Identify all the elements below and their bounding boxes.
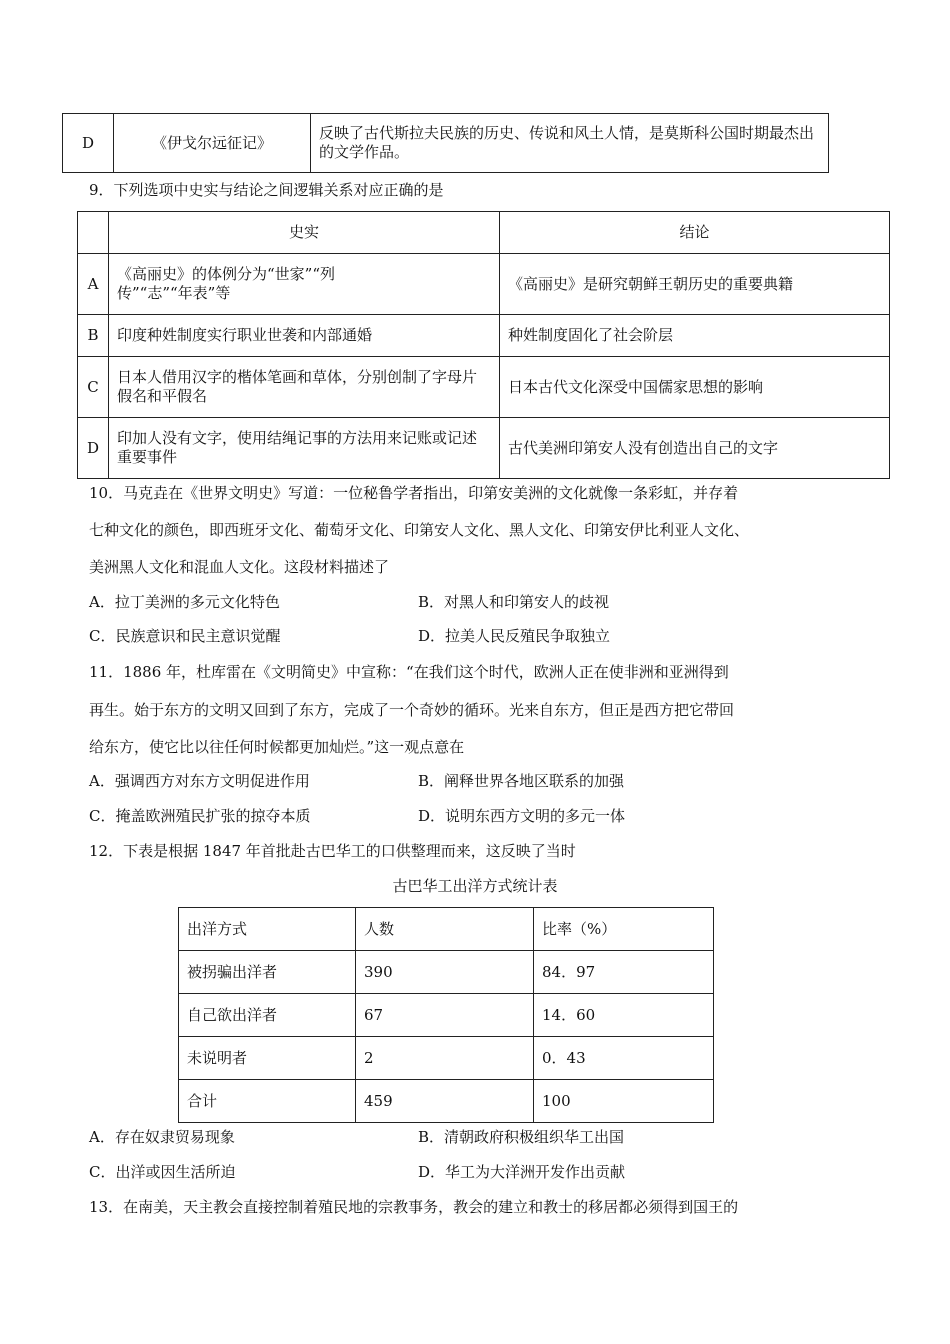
- table-row: [179, 1037, 714, 1080]
- top-table: [62, 113, 829, 173]
- q12-option-d[interactable]: D．华工为大洋洲开发作出贡献: [418, 1163, 626, 1181]
- count-cell: 2: [356, 1037, 534, 1080]
- q10-option-b[interactable]: B．对黑人和印第安人的歧视: [418, 593, 610, 611]
- q11-line-1: 11．1886 年，杜库雷在《文明简史》中宣称：“在我们这个时代，欧洲人正在使非洲和亚洲得到: [89, 663, 729, 681]
- fact-cell: [109, 254, 500, 315]
- q10-line-3: 美洲黑人文化和混血人文化。这段材料描述了: [89, 558, 390, 576]
- method-cell: 合计: [179, 1080, 356, 1123]
- count-cell: 390: [356, 951, 534, 994]
- count-cell: 67: [356, 994, 534, 1037]
- conclusion-cell: 古代美洲印第安人没有创造出自己的文字: [500, 418, 890, 479]
- fact-text: 《高丽史》的体例分为“世家”“列传”“志”“年表”等: [117, 265, 336, 302]
- q11-line-3: 给东方，使它比以往任何时候都更加灿烂。”这一观点意在: [89, 738, 465, 756]
- fact-cell: 印度种姓制度实行职业世袭和内部通婚: [109, 315, 500, 357]
- option-letter: D: [78, 418, 109, 479]
- ratio-cell: 0．43: [534, 1037, 714, 1080]
- option-letter: B: [78, 315, 109, 357]
- q12-option-a[interactable]: A．存在奴隶贸易现象: [89, 1128, 235, 1146]
- conclusion-cell: 《高丽史》是研究朝鲜王朝历史的重要典籍: [500, 254, 890, 315]
- work-description: 反映了古代斯拉夫民族的历史、传说和风土人情，是莫斯科公国时期最杰出的文学作品。: [311, 114, 829, 173]
- q10-line-2: 七种文化的颜色，即西班牙文化、葡萄牙文化、印第安人文化、黑人文化、印第安伊比利亚人文化、: [89, 521, 750, 539]
- count-cell: 459: [356, 1080, 534, 1123]
- q11-option-a[interactable]: A．强调西方对东方文明促进作用: [89, 772, 310, 790]
- ratio-cell: 84．97: [534, 951, 714, 994]
- method-header: 出洋方式: [179, 908, 356, 951]
- ratio-header: 比率（%）: [534, 908, 714, 951]
- table-row: [179, 1080, 714, 1123]
- table-row: [179, 994, 714, 1037]
- count-header: 人数: [356, 908, 534, 951]
- option-letter: A: [78, 254, 109, 315]
- table-row: [63, 114, 829, 173]
- q13-stem: 13．在南美，天主教会直接控制着殖民地的宗教事务，教会的建立和教士的移居都必须得到国王的: [89, 1198, 739, 1216]
- q10-line-1: 10．马克垚在《世界文明史》写道：一位秘鲁学者指出，印第安美洲的文化就像一条彩虹，并存着: [89, 484, 739, 502]
- q12-option-b[interactable]: B．清朝政府积极组织华工出国: [418, 1128, 625, 1146]
- table-row: [78, 254, 890, 315]
- table-row: [78, 357, 890, 418]
- q11-option-b[interactable]: B．阐释世界各地区联系的加强: [418, 772, 625, 790]
- blank-header-cell: [78, 212, 109, 254]
- method-cell: 未说明者: [179, 1037, 356, 1080]
- method-cell: 被拐骗出洋者: [179, 951, 356, 994]
- fact-cell: 印加人没有文字，使用结绳记事的方法用来记账或记述重要事件: [109, 418, 500, 479]
- q10-option-d[interactable]: D．拉美人民反殖民争取独立: [418, 627, 611, 645]
- method-cell: 自己欲出洋者: [179, 994, 356, 1037]
- conclusion-header: 结论: [500, 212, 890, 254]
- option-letter: C: [78, 357, 109, 418]
- table-row: [78, 315, 890, 357]
- option-letter: D: [63, 114, 114, 173]
- q11-option-c[interactable]: C．掩盖欧洲殖民扩张的掠夺本质: [89, 807, 311, 825]
- q12-stem: 12．下表是根据 1847 年首批赴古巴华工的口供整理而来，这反映了当时: [89, 842, 576, 860]
- q9-table: [77, 211, 890, 479]
- work-title: 《伊戈尔远征记》: [114, 114, 311, 173]
- table-row: [78, 418, 890, 479]
- q11-line-2: 再生。始于东方的文明又回到了东方，完成了一个奇妙的循环。光来自东方，但正是西方把它带回: [89, 701, 735, 719]
- conclusion-cell: 日本古代文化深受中国儒家思想的影响: [500, 357, 890, 418]
- q12-table: [178, 907, 714, 1123]
- table-header-row: [179, 908, 714, 951]
- q9-stem: 9．下列选项中史实与结论之间逻辑关系对应正确的是: [89, 181, 444, 199]
- q10-option-c[interactable]: C．民族意识和民主意识觉醒: [89, 627, 281, 645]
- fact-cell: 日本人借用汉字的楷体笔画和草体，分别创制了字母片假名和平假名: [109, 357, 500, 418]
- q12-option-c[interactable]: C．出洋或因生活所迫: [89, 1163, 236, 1181]
- fact-header: 史实: [109, 212, 500, 254]
- conclusion-cell: 种姓制度固化了社会阶层: [500, 315, 890, 357]
- table-header-row: [78, 212, 890, 254]
- q12-table-title: 古巴华工出洋方式统计表: [392, 877, 558, 895]
- ratio-cell: 100: [534, 1080, 714, 1123]
- q11-option-d[interactable]: D．说明东西方文明的多元一体: [418, 807, 626, 825]
- q10-option-a[interactable]: A．拉丁美洲的多元文化特色: [89, 593, 280, 611]
- table-row: [179, 951, 714, 994]
- ratio-cell: 14．60: [534, 994, 714, 1037]
